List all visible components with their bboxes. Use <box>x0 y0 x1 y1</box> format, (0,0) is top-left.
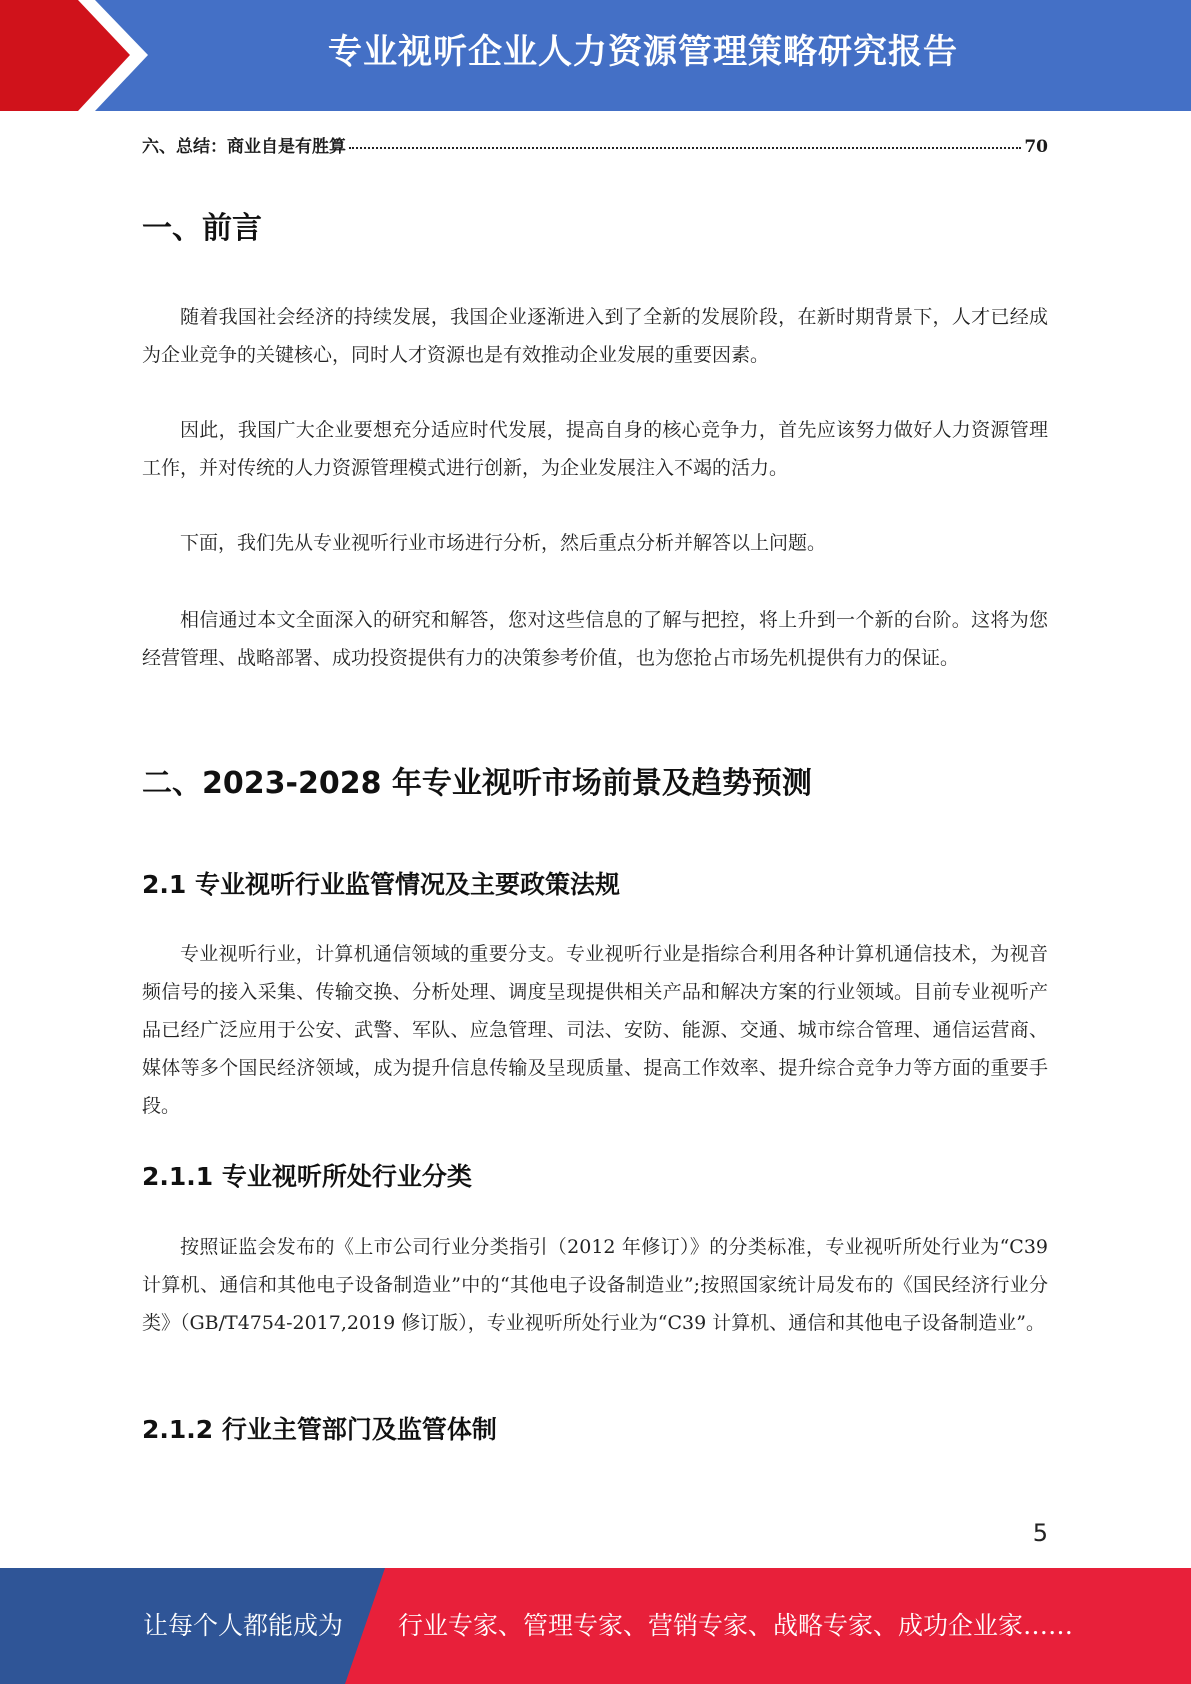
subsection-heading-authorities: 2.1.2 行业主管部门及监管体制 <box>142 1415 497 1444</box>
section-heading-preface: 一、前言 <box>142 211 262 246</box>
paragraph: 专业视听行业，计算机通信领域的重要分支。专业视听行业是指综合利用各种计算机通信技术，为视音频信号的接入采集、传输交换、分析处理、调度呈现提供相关产品和解决方案的行业领域。目前专业视听产品已经广泛应用于公安、武警、军队、应急管理、司法、安防、能源、交通、城市综合管理、通信运营商、媒体等多个国民经济领域，成为提升信息传输及呈现质量、提高工作效率、提升综合竞争力等方面的重要手段。 <box>142 943 1048 1117</box>
subsection-heading-classification: 2.1.1 专业视听所处行业分类 <box>142 1162 472 1191</box>
report-title: 专业视听企业人力资源管理策略研究报告 <box>328 32 958 72</box>
toc-dot-leader <box>349 147 1021 149</box>
toc-entry[interactable] <box>142 132 1048 156</box>
paragraph: 下面，我们先从专业视听行业市场进行分析，然后重点分析并解答以上问题。 <box>180 532 827 554</box>
paragraph: 随着我国社会经济的持续发展，我国企业逐渐进入到了全新的发展阶段，在新时期背景下，人才已经成为企业竞争的关键核心，同时人才资源也是有效推动企业发展的重要因素。 <box>142 306 1048 366</box>
subsection-heading-regulation: 2.1 专业视听行业监管情况及主要政策法规 <box>142 870 620 899</box>
section-heading-market-outlook: 二、2023-2028 年专业视听市场前景及趋势预测 <box>142 766 812 801</box>
paragraph: 按照证监会发布的《上市公司行业分类指引（2012 年修订）》的分类标准，专业视听所处行业为“C39 计算机、通信和其他电子设备制造业”中的“其他电子设备制造业”;按照国家统计局发布的《国民经济行业分类》（GB/T4754-2017,2019 修订版），专业视听所处行业为“C39 计算机、通信和其他电子设备制造业”。 <box>142 1236 1048 1334</box>
page-footer-banner <box>0 1568 1191 1684</box>
paragraph: 因此，我国广大企业要想充分适应时代发展，提高自身的核心竞争力，首先应该努力做好人力资源管理工作，并对传统的人力资源管理模式进行创新，为企业发展注入不竭的活力。 <box>142 419 1048 479</box>
toc-entry-page: 70 <box>1024 137 1048 157</box>
paragraph: 相信通过本文全面深入的研究和解答，您对这些信息的了解与把控，将上升到一个新的台阶。这将为您经营管理、战略部署、成功投资提供有力的决策参考价值，也为您抢占市场先机提供有力的保证。 <box>142 609 1048 669</box>
page-header-banner <box>0 0 1191 111</box>
page-number: 5 <box>1032 1519 1048 1547</box>
toc-entry-label: 六、总结：商业自是有胜算 <box>142 137 346 157</box>
footer-slogan-right: 行业专家、管理专家、营销专家、战略专家、成功企业家…… <box>398 1611 1074 1640</box>
footer-slogan-left: 让每个人都能成为 <box>143 1611 344 1640</box>
